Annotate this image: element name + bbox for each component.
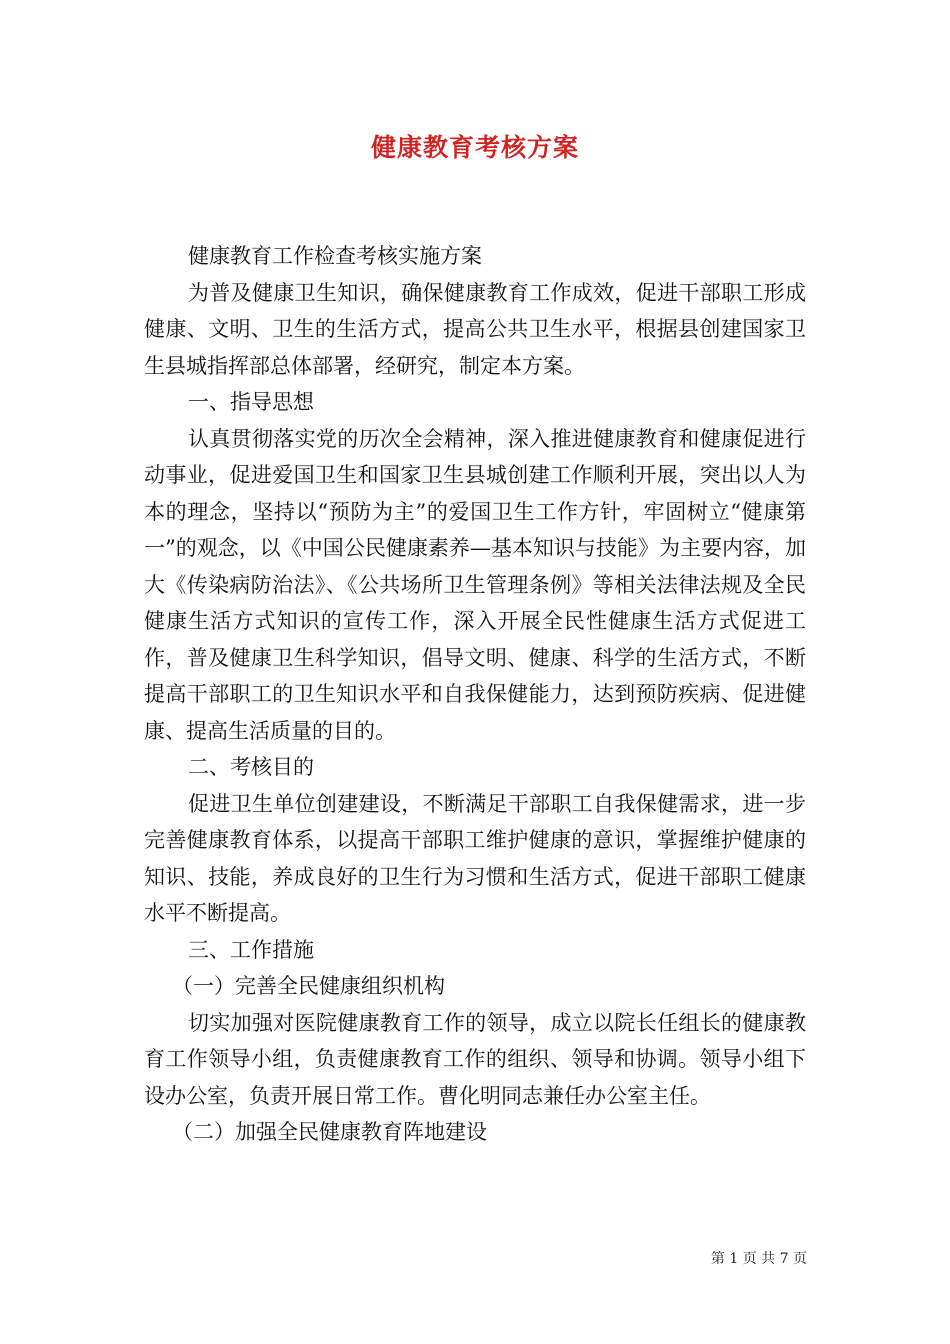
section-heading-work-measures: 三、工作措施 <box>188 937 314 962</box>
section-body-assessment-purpose: 促进卫生单位创建建设，不断满足干部职工自我保健需求，进一步完善健康教育体系，以提高干部职工维护健康的意识，掌握维护健康的知识、技能，养成良好的卫生行为习惯和生活方式，促进干部职工健康水平不断提高。 <box>144 791 806 925</box>
section-heading-assessment-purpose: 二、考核目的 <box>188 755 314 779</box>
document-body <box>144 238 806 1151</box>
subsection-body-organization: 切实加强对医院健康教育工作的领导，成立以院长任组长的健康教育工作领导小组，负责健康教育工作的组织、领导和协调。领导小组下设办公室，负责开展日常工作。曹化明同志兼任办公室主任。 <box>144 1010 806 1108</box>
page-number-footer: 第 1 页 共 7 页 <box>710 1251 807 1267</box>
section-heading-guiding-thought: 一、指导思想 <box>188 390 314 414</box>
intro-paragraph: 为普及健康卫生知识，确保健康教育工作成效，促进干部职工形成健康、文明、卫生的生活方式，提高公共卫生水平，根据县创建国家卫生县城指挥部总体部署，经研究，制定本方案。 <box>144 280 806 378</box>
document-subtitle: 健康教育工作检查考核实施方案 <box>188 244 482 268</box>
subsection-heading-organization: （一）完善全民健康组织机构 <box>172 974 445 998</box>
section-body-guiding-thought: 认真贯彻落实党的历次全会精神，深入推进健康教育和健康促进行动事业，促进爱国卫生和国家卫生县城创建工作顺利开展，突出以人为本的理念，坚持以“预防为主”的爱国卫生工作方针，牢固树立“健康第一”的观念，以《中国公民健康素养—基本知识与技能》为主要内容，加大《传染病防治法》、《公共场所卫生管理条例》等相关法律法规及全民健康生活方式知识的宣传工作，深入开展全民性健康生活方式促进工作，普及健康卫生科学知识，倡导文明、健康、科学的生活方式，不断提高干部职工的卫生知识水平和自我保健能力，达到预防疾病、促进健康、提高生活质量的目的。 <box>144 426 806 743</box>
page-title: 健康教育考核方案 <box>370 133 579 162</box>
subsection-heading-base-construction: （二）加强全民健康教育阵地建设 <box>172 1120 487 1144</box>
